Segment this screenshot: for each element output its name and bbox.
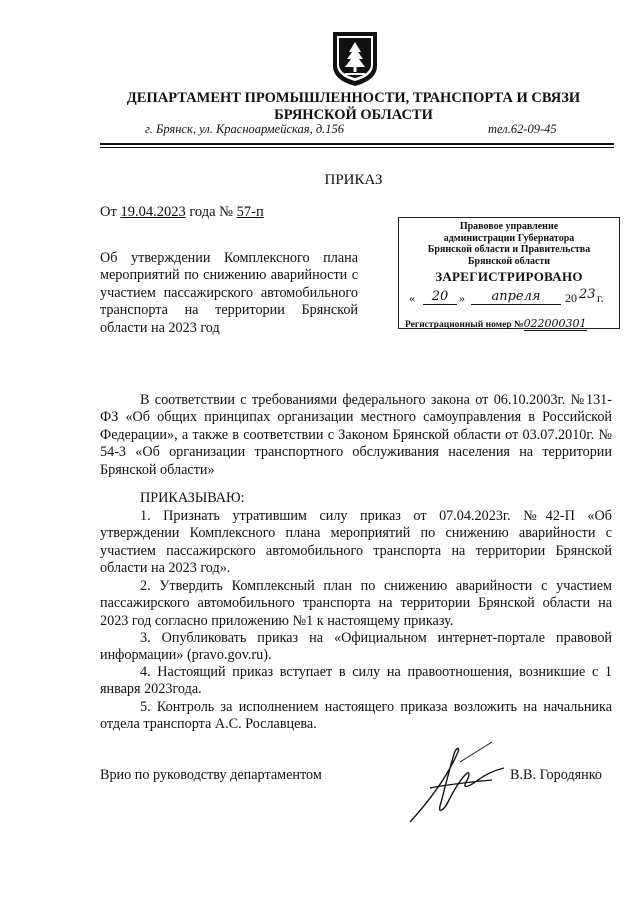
stamp-month: апреля bbox=[471, 289, 561, 305]
signatory-name: В.В. Городянко bbox=[510, 767, 602, 783]
order-item-3: 3. Опубликовать приказ на «Официальном интернет-портале правовой информации» (pravo.gov.ru). bbox=[100, 630, 612, 664]
preamble: В соответствии с требованиями федерального закона от 06.10.2003г. №131-ФЗ «Об общих принципах организации местного самоуправления в Российской Федерации», а также в соответствии с Законом Брянской области от 03.07.2010г. № 54-3 «Об организации транспортного обслуживания населения на территории Брянской области» bbox=[100, 392, 612, 478]
header-rule-thick bbox=[100, 143, 614, 145]
order-item-2: 2. Утвердить Комплексный план по снижению аварийности с участием пассажирского автомобильного транспорта на территории Брянской области на 2023 год согласно приложению №1 к настоящему приказу. bbox=[100, 578, 612, 629]
order-year-word: года № bbox=[185, 204, 237, 220]
department-address: г. Брянск, ул. Красноармейская, д.156 bbox=[145, 122, 345, 136]
order-item-4: 4. Настоящий приказ вступает в силу на правоотношения, возникшие с 1 января 2023года. bbox=[100, 664, 612, 698]
department-phone: тел.62-09-45 bbox=[488, 122, 557, 136]
stamp-year-end: г. bbox=[597, 291, 604, 305]
order-word: ПРИКАЗЫВАЮ: bbox=[140, 490, 245, 506]
handwritten-signature bbox=[400, 740, 510, 830]
stamp-date-line: « 20 » апреля 20 23 г. bbox=[409, 287, 604, 305]
stamp-reg-line bbox=[405, 317, 613, 330]
stamp-day: 20 bbox=[423, 289, 457, 305]
department-name-line2: БРЯНСКОЙ ОБЛАСТИ bbox=[274, 107, 433, 123]
order-date-line bbox=[100, 204, 264, 221]
stamp-reg-label: Регистрационный номер № bbox=[405, 320, 524, 330]
signatory-position: Врио по руководству департаментом bbox=[100, 767, 322, 783]
stamp-line4: Брянской области bbox=[467, 255, 551, 267]
order-date-prefix: От bbox=[100, 204, 121, 220]
stamp-line3: Брянской области и Правительства bbox=[427, 244, 591, 255]
order-item-5: 5. Контроль за исполнением настоящего приказа возложить на начальника отдела транспорта А.С. Рославцева. bbox=[100, 699, 612, 733]
stamp-line1: Правовое управление bbox=[459, 221, 559, 232]
order-title: ПРИКАЗ bbox=[324, 172, 383, 188]
stamp-line2: администрации Губернатора bbox=[443, 232, 575, 244]
order-item-1: 1. Признать утратившим силу приказ от 07.04.2023г. №42-П «Об утверждении Комплексного плана мероприятий по снижению аварийности с участием пассажирского автомобильного транспорта на территории Брянской области на 2023 год». bbox=[100, 508, 612, 577]
stamp-year-prefix: 20 bbox=[565, 291, 577, 305]
department-name-line1: ДЕПАРТАМЕНТ ПРОМЫШЛЕННОСТИ, ТРАНСПОРТА И СВЯЗИ bbox=[126, 90, 581, 106]
header-rule-thin bbox=[100, 147, 614, 148]
order-subject: Об утверждении Комплексного плана мероприятий по снижению аварийности с участием пассажирского автомобильного транспорта на территории Брянской области на 2023 год bbox=[100, 250, 358, 336]
order-number: 57-п bbox=[236, 204, 264, 220]
stamp-registered: ЗАРЕГИСТРИРОВАНО bbox=[435, 269, 583, 284]
stamp-reg-number: 022000301 bbox=[523, 317, 587, 330]
bryansk-coat-of-arms-icon bbox=[330, 28, 380, 88]
department-name bbox=[0, 90, 639, 124]
order-date: 19.04.2023 bbox=[120, 204, 186, 220]
stamp-year-suffix: 23 bbox=[579, 287, 596, 302]
registration-stamp bbox=[398, 217, 620, 329]
